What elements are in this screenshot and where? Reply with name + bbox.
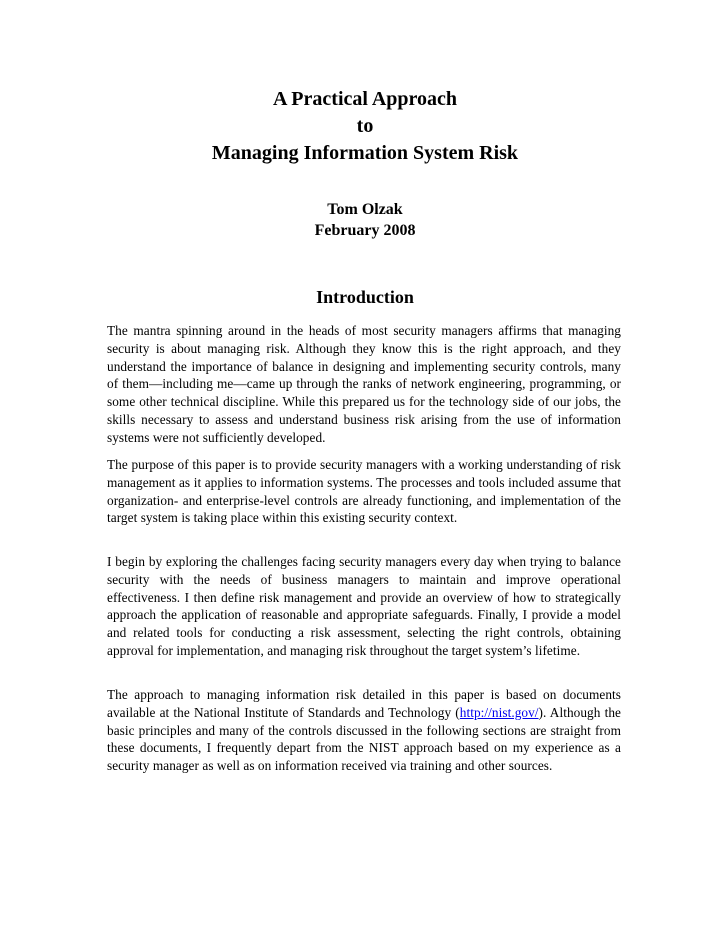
document-title: [0, 86, 728, 167]
nist-link[interactable]: http://nist.gov/: [459, 704, 539, 720]
title-line-2: to: [356, 115, 374, 137]
title-line-1: A Practical Approach: [272, 88, 458, 110]
title-line-3: Managing Information System Risk: [211, 142, 519, 164]
paragraph-4-text-end: ). Although the basic principles and many of the controls discussed in the following sections are straight from these documents, I frequently depart from the NIST approach based on my experience as a security manager as well as on information received via training and other sources.: [107, 704, 621, 774]
paragraph-3: I begin by exploring the challenges facing security managers every day when trying to balance security with the needs of business managers to maintain and improve operational effectiveness. I then define risk management and provide an overview of how to strategically approach the application of reasonable and appropriate safeguards. Finally, I provide a model and related tools for conducting a risk assessment, selecting the right controls, obtaining approval for implementation, and managing risk throughout the target system’s lifetime.: [107, 554, 621, 658]
section-heading-text: Introduction: [316, 287, 414, 307]
paragraph-1: The mantra spinning around in the heads of most security managers affirms that managing security is about managing risk. Although they know this is the right approach, and they understand the importance of balance in designing and implementing security controls, many of them—including me—came up through the ranks of network engineering, programming, or some other technical discipline. While this prepared us for the technology side of our jobs, the skills necessary to assess and understand business risk arising from the use of information systems were not sufficiently developed.: [107, 323, 621, 445]
author-name: Tom Olzak: [327, 201, 403, 218]
paragraph-4-text-start: The approach to managing information risk detailed in this paper is based on documents available at the National Institute of Standards and Technology (: [107, 687, 621, 720]
byline: [0, 199, 728, 241]
section-heading-introduction: [0, 286, 728, 308]
publication-date: February 2008: [314, 222, 416, 239]
paragraph-2: The purpose of this paper is to provide security managers with a working understanding of risk management as it applies to information systems. The processes and tools included assume that organization- and enterprise-level controls are already functioning, and implementation of the target system is taking place within this existing security context.: [107, 457, 621, 526]
paragraph-4: [107, 686, 621, 775]
